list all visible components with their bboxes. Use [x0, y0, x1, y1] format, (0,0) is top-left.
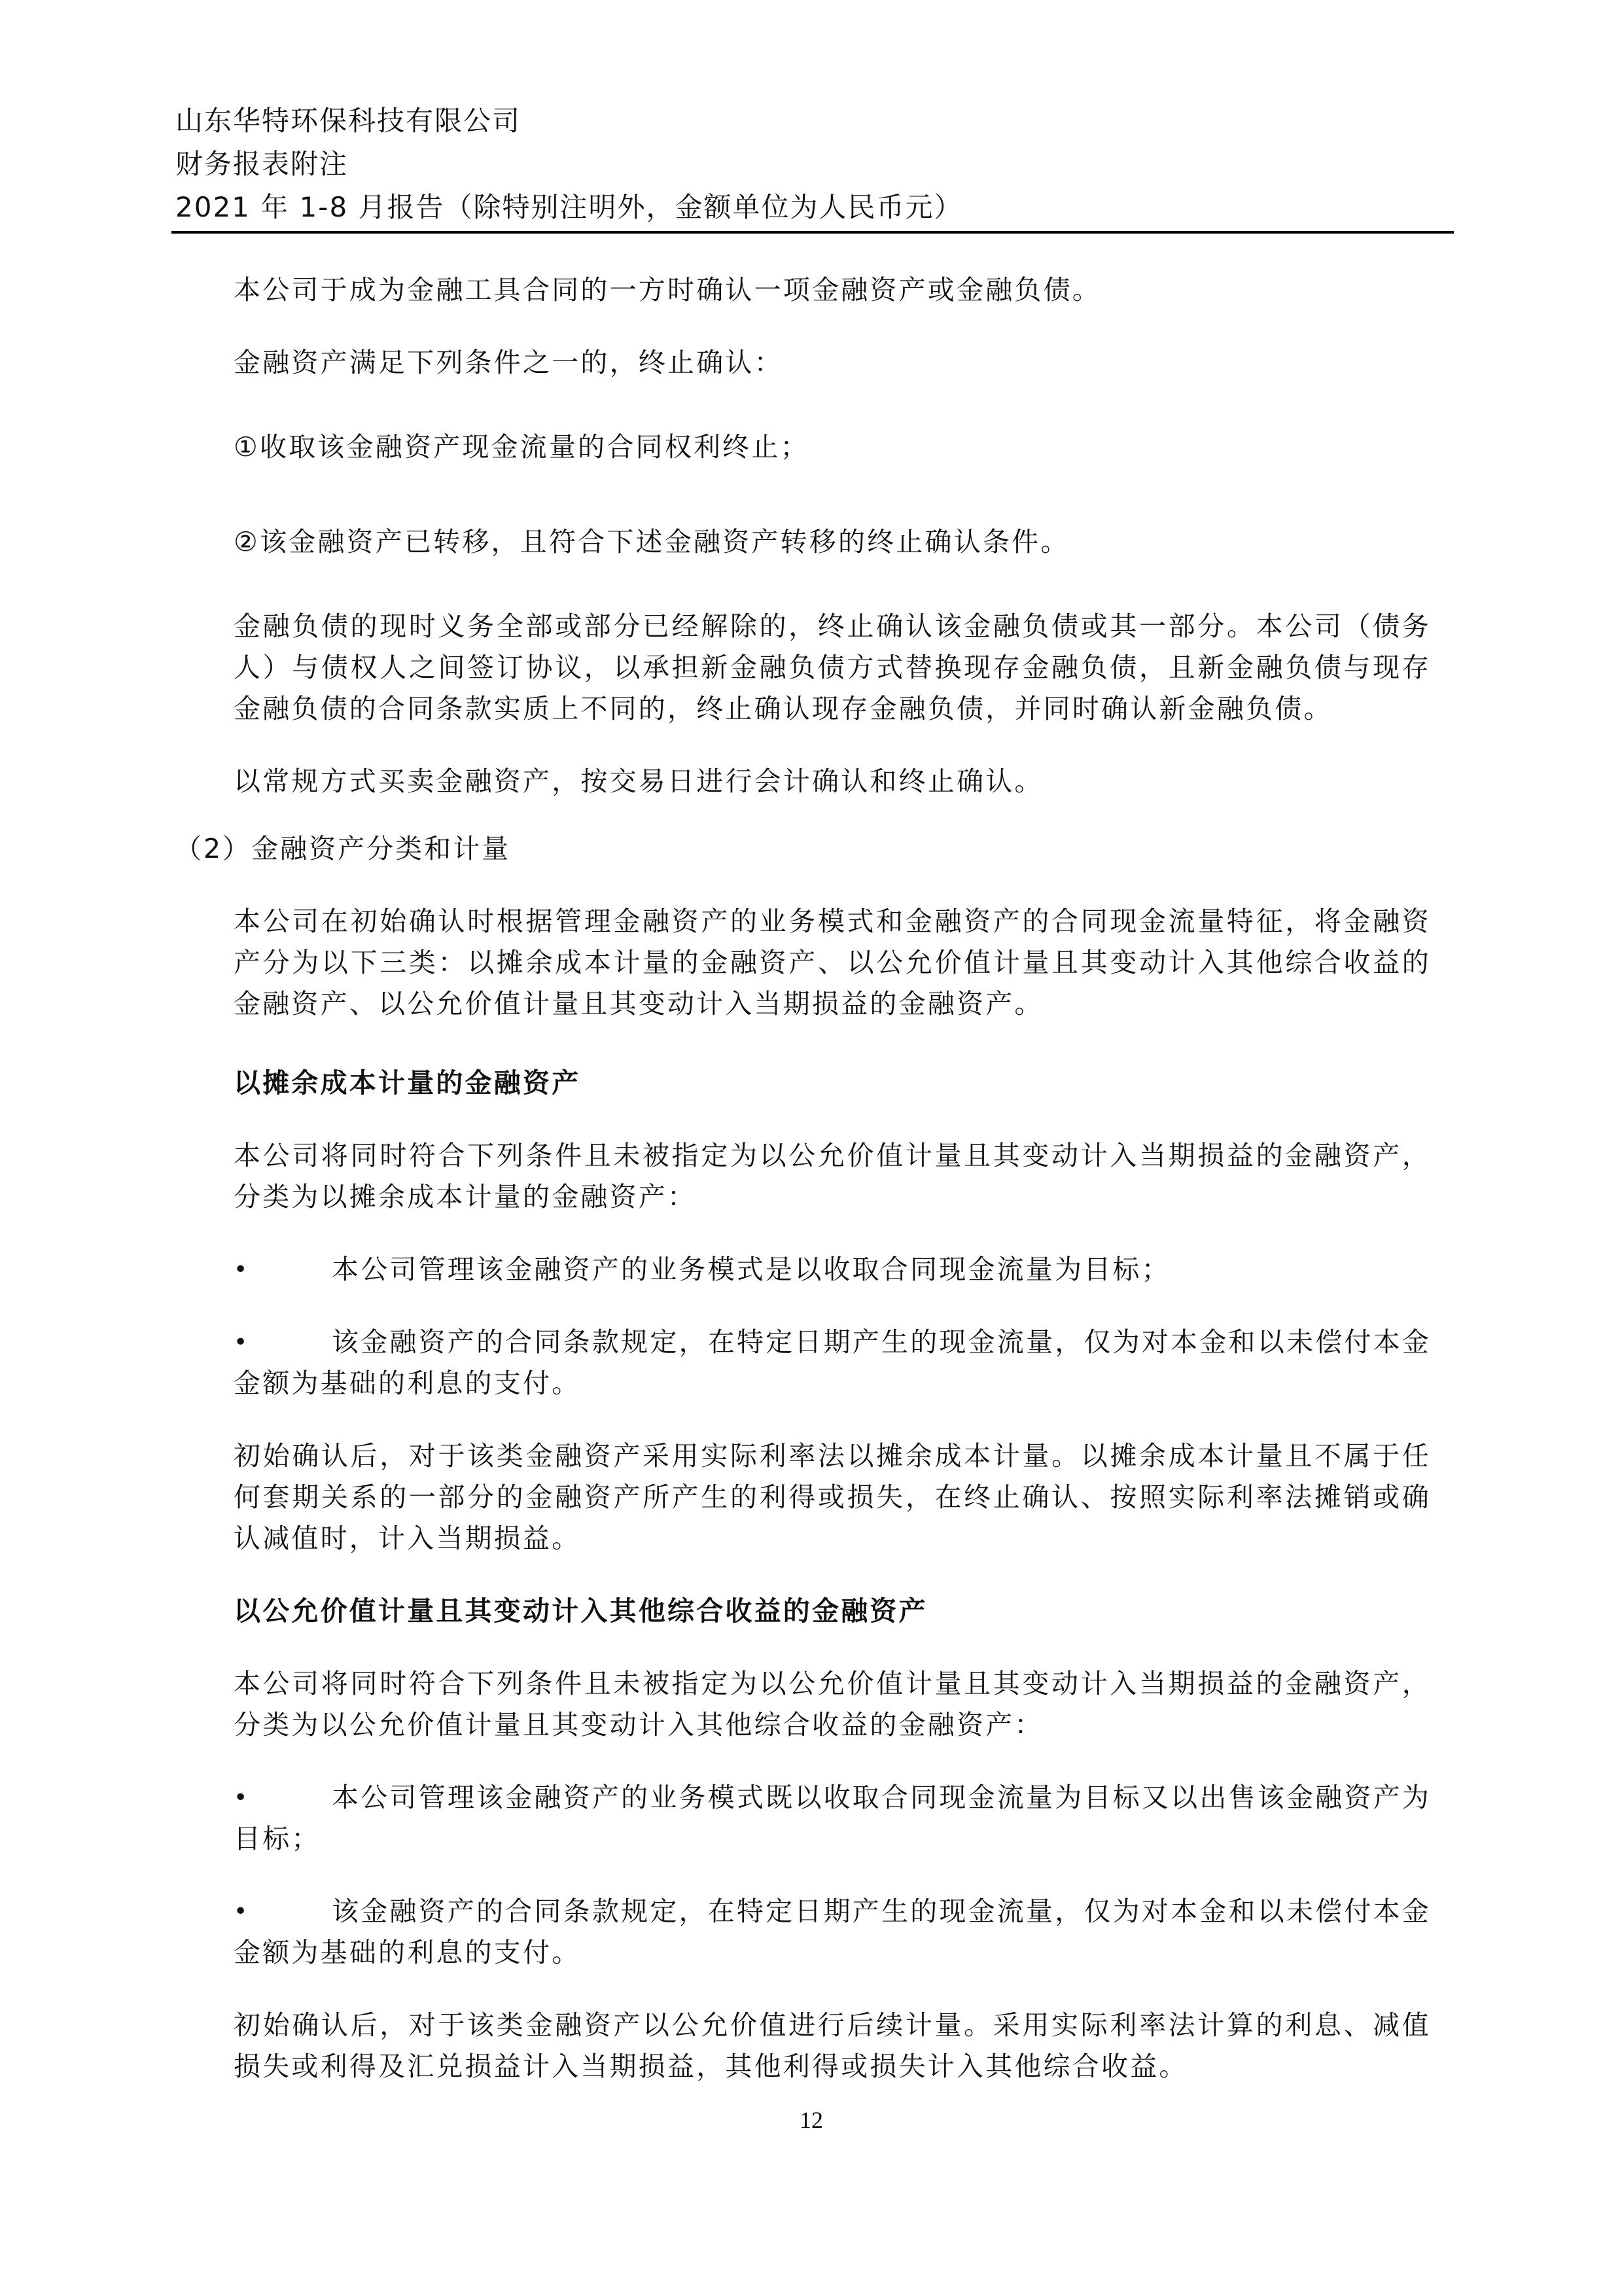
list-item [234, 1777, 1431, 1860]
list-item-text: 本公司管理该金融资产的业务模式既以收取合同现金流量为目标又以出售该金融资产为目标； [234, 1782, 1431, 1854]
condition-item-2: ②该金融资产已转移，且符合下述金融资产转移的终止确认条件。 [234, 526, 1070, 557]
list-item [234, 1249, 1431, 1290]
condition-item-1: ①收取该金融资产现金流量的合同权利终止； [234, 431, 809, 463]
document-body [175, 270, 1431, 2087]
list-item [234, 1322, 1431, 1404]
list-item-text: 本公司管理该金融资产的业务模式是以收取合同现金流量为目标； [332, 1254, 1171, 1285]
page-number: 12 [800, 2107, 823, 2133]
paragraph-recognition: 本公司于成为金融工具合同的一方时确认一项金融资产或金融负债。 [234, 274, 1101, 306]
bullet-icon: • [234, 1898, 250, 1925]
paragraph-classification: 本公司在初始确认时根据管理金融资产的业务模式和金融资产的合同现金流量特征，将金融资产分为以下三类：以摊余成本计量的金融资产、以公允价值计量且其变动计入其他综合收益的金融资产、以公允价值计量且其变动计入当期损益的金融资产。 [234, 906, 1431, 1019]
paragraph-fvoci-measurement: 初始确认后，对于该类金融资产以公允价值进行后续计量。采用实际利率法计算的利息、减值损失或利得及汇兑损益计入当期损益，其他利得或损失计入其他综合收益。 [234, 2009, 1431, 2082]
paragraph-amortized-measurement: 初始确认后，对于该类金融资产采用实际利率法以摊余成本计量。以摊余成本计量且不属于任何套期关系的一部分的金融资产所产生的利得或损失，在终止确认、按照实际利率法摊销或确认减值时，计入当期损益。 [234, 1440, 1431, 1554]
company-name: 山东华特环保科技有限公司 [175, 105, 521, 137]
header-divider [171, 231, 1454, 234]
period-note: 2021 年 1-8 月报告（除特别注明外，金额单位为人民币元） [175, 191, 963, 223]
bullet-icon: • [234, 1329, 250, 1356]
section-title-classification: （2）金融资产分类和计量 [175, 833, 511, 864]
list-item [234, 1891, 1431, 1973]
bullet-icon: • [234, 1784, 250, 1811]
paragraph-liability-derecognition: 金融负债的现时义务全部或部分已经解除的，终止确认该金融负债或其一部分。本公司（债务人）与债权人之间签订协议，以承担新金融负债方式替换现存金融负债，且新金融负债与现存金融负债的合同条款实质上不同的，终止确认现存金融负债，并同时确认新金融负债。 [234, 610, 1431, 724]
bullet-icon: • [234, 1256, 250, 1283]
list-item-text: 该金融资产的合同条款规定，在特定日期产生的现金流量，仅为对本金和以未偿付本金金额为基础的利息的支付。 [234, 1896, 1431, 1968]
page-header [175, 99, 1451, 229]
paragraph-derecognition-conditions: 金融资产满足下列条件之一的，终止确认： [234, 347, 783, 378]
paragraph-fvoci-criteria: 本公司将同时符合下列条件且未被指定为以公允价值计量且其变动计入当期损益的金融资产，分类为以公允价值计量且其变动计入其他综合收益的金融资产： [234, 1668, 1431, 1740]
paragraph-amortized-criteria: 本公司将同时符合下列条件且未被指定为以公允价值计量且其变动计入当期损益的金融资产，分类为以摊余成本计量的金融资产： [234, 1140, 1431, 1212]
list-item-text: 该金融资产的合同条款规定，在特定日期产生的现金流量，仅为对本金和以未偿付本金金额为基础的利息的支付。 [234, 1326, 1431, 1399]
document-title: 财务报表附注 [175, 148, 349, 180]
heading-fvoci: 以公允价值计量且其变动计入其他综合收益的金融资产 [234, 1595, 928, 1627]
heading-amortized-cost: 以摊余成本计量的金融资产 [234, 1067, 581, 1099]
paragraph-regular-way-trade: 以常规方式买卖金融资产，按交易日进行会计确认和终止确认。 [234, 766, 1044, 797]
